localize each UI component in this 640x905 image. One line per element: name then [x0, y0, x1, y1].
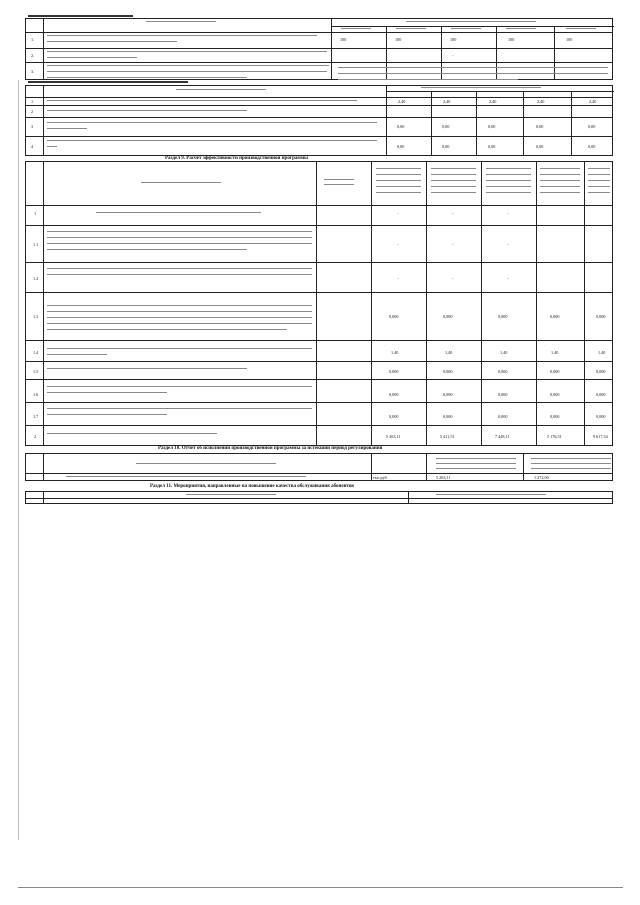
- table-row: 1.: [31, 37, 35, 42]
- section10-table: [25, 453, 613, 481]
- table-row: 1: [31, 99, 34, 104]
- table-a: [25, 18, 613, 80]
- section10-value-2: 1 272,00: [534, 475, 549, 480]
- document-page: 1. 100 100 100 100 100 2. - 3. 1 2,40 2,40 2,40 2,40 2,40 2 3 0,00 0,00 0,00 0,00 0,00 4 0,00 0,00 0,00 0,00 0,00 Раздел 9. Расчет эффективности производственной программы 1 - - - 1.1 - - - 1.2 - - - 1.3 0,000 0,000 0,000 0,000 0,000 1.4 1,40 1,40 1,40 1,40 1,40 1.5 0,000 0,000 0,000 0,000 0,000 1.6 0,000 0,000 0,000 0,000 0,000 1.7 0,000 0,000 0,000 0,000 0,000 2 5 263,11 5 411,51 7 448,11 5 176,51 9 617,34 Раздел 10. Отчет об исполнении производственной программы за истекший период регулирования тыс.руб. 5 263,11 1 272,00 Раздел 11. Мероприятия, направленные на повышение качества обслуживания абонентов: [0, 0, 640, 905]
- table-row: 1: [34, 211, 37, 216]
- section10-unit: тыс.руб.: [373, 475, 388, 480]
- section11-table: [25, 491, 613, 504]
- fold-line: [18, 80, 19, 840]
- table-b-title-placeholder: [28, 81, 188, 83]
- section11-title: Раздел 11. Мероприятия, направленные на повышение качества обслуживания абонентов: [150, 484, 354, 489]
- section9-title: Раздел 9. Расчет эффективности производственной программы: [165, 156, 309, 161]
- table-row: 1.5: [33, 369, 39, 374]
- table-row: 1.3: [33, 314, 39, 319]
- table-row: 3: [31, 124, 34, 129]
- table-row: 1.4: [33, 350, 39, 355]
- table-row: 1.2: [33, 276, 39, 281]
- section10-title: Раздел 10. Отчет об исполнении производственной программы за истекший период регулирования: [158, 446, 383, 451]
- table-row: 2: [34, 434, 37, 439]
- table-row: 1.1: [33, 242, 39, 247]
- table-row: 1.6: [33, 392, 39, 397]
- table-b: [25, 85, 613, 156]
- section10-value-1: 5 263,11: [436, 475, 451, 480]
- table-row: 2: [31, 109, 34, 114]
- table-row: 2.: [31, 53, 35, 58]
- bottom-rule: [18, 887, 623, 888]
- table-row: 1.7: [33, 414, 39, 419]
- table-row: 4: [31, 144, 34, 149]
- table-row: 3.: [31, 69, 35, 74]
- section9-table: [25, 161, 613, 446]
